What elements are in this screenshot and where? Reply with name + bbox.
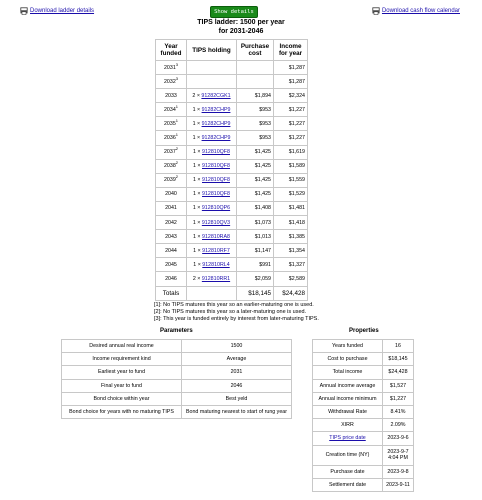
tips-holding-cell bbox=[187, 61, 237, 75]
holding-quantity: 1 × bbox=[193, 149, 202, 156]
purchase-cost-cell: $1,425 bbox=[237, 173, 274, 187]
tips-holding-cell bbox=[187, 131, 237, 145]
parameter-row bbox=[62, 379, 292, 392]
purchase-cost-cell: $953 bbox=[237, 117, 274, 131]
year-value: 2039 bbox=[163, 177, 176, 184]
purchase-cost-cell: $1,408 bbox=[237, 201, 274, 215]
holding-quantity: 1 × bbox=[193, 191, 202, 198]
property-value: 2023-9-7 4:04 PM bbox=[383, 445, 414, 465]
parameter-value: Average bbox=[182, 353, 292, 366]
year-value: 2042 bbox=[165, 219, 177, 226]
property-row bbox=[313, 419, 414, 432]
totals-cost: $18,145 bbox=[237, 286, 274, 300]
parameter-row bbox=[62, 392, 292, 405]
ladder-row bbox=[156, 258, 308, 272]
year-funded-cell bbox=[156, 131, 187, 145]
holding-quantity: 2 × bbox=[192, 275, 202, 282]
footnote-ref: 1 bbox=[175, 118, 179, 124]
purchase-cost-cell bbox=[237, 75, 274, 89]
cusip-link[interactable]: 912810RR1 bbox=[201, 275, 231, 282]
property-name: Annual income minimum bbox=[313, 392, 383, 405]
cusip-link[interactable]: 912810QP6 bbox=[201, 205, 231, 212]
year-value: 2034 bbox=[163, 106, 176, 113]
holding-quantity: 1 × bbox=[193, 247, 203, 254]
parameter-value: 1500 bbox=[182, 340, 292, 353]
holding-quantity: 1 × bbox=[193, 163, 202, 170]
income-cell: $1,287 bbox=[274, 61, 308, 75]
purchase-cost-cell: $1,013 bbox=[237, 230, 274, 244]
download-icon bbox=[372, 7, 380, 15]
holding-quantity: 1 × bbox=[193, 261, 203, 268]
parameter-name: Income requirement kind bbox=[62, 353, 182, 366]
parameters-title: Parameters bbox=[160, 328, 193, 334]
ladder-row bbox=[156, 187, 308, 201]
property-value: $18,145 bbox=[383, 353, 414, 366]
parameter-value: Bond maturing nearest to start of rung year bbox=[182, 405, 292, 418]
holding-quantity: 1 × bbox=[192, 106, 202, 113]
cusip-link[interactable]: 91282CGK1 bbox=[201, 92, 231, 99]
year-value: 2043 bbox=[165, 233, 177, 240]
property-row bbox=[313, 392, 414, 405]
ladder-row bbox=[156, 272, 308, 286]
ladder-row bbox=[156, 216, 308, 230]
year-funded-cell bbox=[156, 187, 187, 201]
parameter-value: 2031 bbox=[182, 366, 292, 379]
year-funded-cell bbox=[156, 173, 187, 187]
holding-quantity: 1 × bbox=[192, 219, 202, 226]
year-funded-cell bbox=[156, 244, 187, 258]
parameter-name: Earliest year to fund bbox=[62, 366, 182, 379]
footnote-ref: 3 bbox=[175, 75, 179, 81]
year-value: 2033 bbox=[165, 92, 177, 99]
year-funded-cell bbox=[156, 61, 187, 75]
income-cell: $1,418 bbox=[274, 216, 308, 230]
parameter-value: 2046 bbox=[182, 379, 292, 392]
year-value: 2038 bbox=[163, 163, 176, 170]
income-cell: $1,559 bbox=[274, 173, 308, 187]
purchase-cost-cell: $1,425 bbox=[237, 145, 274, 159]
income-cell: $1,327 bbox=[274, 258, 308, 272]
year-value: 2045 bbox=[165, 261, 177, 268]
cusip-link[interactable]: 912810QF8 bbox=[202, 149, 230, 156]
income-cell: $1,227 bbox=[274, 117, 308, 131]
tips-holding-cell bbox=[187, 159, 237, 173]
holding-quantity: 1 × bbox=[192, 205, 202, 212]
parameter-name: Desired annual real income bbox=[62, 340, 182, 353]
property-name: Years funded bbox=[313, 340, 383, 353]
ladder-row bbox=[156, 230, 308, 244]
tips-holding-cell bbox=[187, 75, 237, 89]
footnote-1: [1]: No TIPS matures this year so an earlier-maturing one is used. bbox=[154, 302, 314, 308]
property-name: Creation time (NY) bbox=[313, 445, 383, 465]
header-income-for-year: Income for year bbox=[274, 40, 308, 61]
ladder-row bbox=[156, 244, 308, 258]
ladder-row bbox=[156, 201, 308, 215]
income-cell: $1,619 bbox=[274, 145, 308, 159]
parameter-row bbox=[62, 405, 292, 418]
property-row bbox=[313, 340, 414, 353]
property-name: Cost to purchase bbox=[313, 353, 383, 366]
purchase-cost-cell: $991 bbox=[237, 258, 274, 272]
cusip-link[interactable]: 912810QV3 bbox=[201, 219, 231, 226]
income-cell: $1,481 bbox=[274, 201, 308, 215]
footnote-ref: 2 bbox=[175, 160, 179, 166]
cusip-link[interactable]: 912810QF8 bbox=[202, 191, 230, 198]
year-funded-cell bbox=[156, 258, 187, 272]
totals-income: $24,428 bbox=[274, 286, 308, 300]
purchase-cost-cell: $2,059 bbox=[237, 272, 274, 286]
header-tips-holding: TIPS holding bbox=[187, 40, 237, 61]
parameter-name: Bond choice within year bbox=[62, 392, 182, 405]
footnote-ref: 1 bbox=[175, 104, 179, 110]
download-cash-flow-calendar-link[interactable]: Download cash flow calendar bbox=[381, 8, 460, 14]
footnotes bbox=[154, 302, 319, 323]
purchase-cost-cell bbox=[237, 61, 274, 75]
year-funded-cell bbox=[156, 117, 187, 131]
footnote-ref: 2 bbox=[175, 146, 179, 152]
cusip-link[interactable]: 91282CHP9 bbox=[201, 135, 231, 142]
page-title bbox=[0, 18, 482, 36]
income-cell: $1,589 bbox=[274, 159, 308, 173]
ladder-row bbox=[156, 145, 308, 159]
property-name: XIRR bbox=[313, 419, 383, 432]
holding-quantity: 2 × bbox=[192, 92, 202, 99]
purchase-cost-cell: $953 bbox=[237, 103, 274, 117]
parameter-row bbox=[62, 366, 292, 379]
show-details-button[interactable]: Show details bbox=[210, 6, 258, 18]
download-ladder-details-link[interactable]: Download ladder details bbox=[30, 8, 95, 14]
property-row bbox=[313, 445, 414, 465]
footnote-2: [2]: No TIPS matures this year so a later-maturing one is used. bbox=[154, 309, 307, 315]
purchase-cost-cell: $1,147 bbox=[237, 244, 274, 258]
tips-holding-cell bbox=[187, 201, 237, 215]
property-row bbox=[313, 353, 414, 366]
parameter-row bbox=[62, 353, 292, 366]
property-row bbox=[313, 405, 414, 418]
holding-quantity: 1 × bbox=[193, 177, 202, 184]
property-name: Purchase date bbox=[313, 465, 383, 478]
totals-label: Totals bbox=[156, 286, 187, 300]
ladder-row bbox=[156, 173, 308, 187]
title-line-1: TIPS ladder: 1500 per year bbox=[197, 19, 285, 26]
year-value: 2040 bbox=[165, 191, 177, 198]
ladder-row bbox=[156, 61, 308, 75]
property-value: $1,527 bbox=[383, 379, 414, 392]
income-cell: $2,324 bbox=[274, 89, 308, 103]
property-value: 8.41% bbox=[383, 405, 414, 418]
property-value: 2023-9-8 bbox=[383, 465, 414, 478]
cusip-link[interactable]: 912810RA8 bbox=[202, 233, 230, 240]
holding-quantity: 1 × bbox=[192, 120, 202, 127]
property-row bbox=[313, 465, 414, 478]
purchase-cost-cell: $953 bbox=[237, 131, 274, 145]
tips-holding-cell bbox=[187, 117, 237, 131]
year-value: 2046 bbox=[165, 275, 177, 282]
ladder-row bbox=[156, 117, 308, 131]
parameter-name: Bond choice for years with no maturing TIPS bbox=[62, 405, 182, 418]
year-value: 2032 bbox=[163, 78, 176, 85]
year-funded-cell bbox=[156, 216, 187, 230]
year-funded-cell bbox=[156, 103, 187, 117]
year-value: 2036 bbox=[163, 135, 176, 142]
year-funded-cell bbox=[156, 230, 187, 244]
ladder-table bbox=[155, 39, 308, 301]
title-line-2: for 2031-2046 bbox=[218, 28, 264, 35]
year-funded-cell bbox=[156, 201, 187, 215]
properties-title: Properties bbox=[349, 328, 379, 334]
tips-holding-cell bbox=[187, 187, 237, 201]
ladder-row bbox=[156, 103, 308, 117]
year-funded-cell bbox=[156, 272, 187, 286]
download-icon bbox=[20, 7, 28, 15]
tips-holding-cell bbox=[187, 244, 237, 258]
income-cell: $1,354 bbox=[274, 244, 308, 258]
cusip-link[interactable]: 91282CHP9 bbox=[201, 106, 231, 113]
ladder-row bbox=[156, 159, 308, 173]
cusip-link[interactable]: 912810QF8 bbox=[202, 163, 230, 170]
footnote-3: [3]: This year is funded entirely by interest from later-maturing TIPS. bbox=[154, 316, 319, 322]
download-calendar-link-wrap[interactable] bbox=[372, 7, 460, 15]
totals-empty bbox=[187, 286, 237, 300]
property-value: $1,227 bbox=[383, 392, 414, 405]
parameter-value: Best yeld bbox=[182, 392, 292, 405]
tips-holding-cell bbox=[187, 230, 237, 244]
year-value: 2041 bbox=[165, 205, 177, 212]
footnote-ref: 3 bbox=[175, 61, 179, 67]
property-value: 2023-9-6 bbox=[383, 432, 414, 445]
income-cell: $1,385 bbox=[274, 230, 308, 244]
property-name: Annual income average bbox=[313, 379, 383, 392]
year-funded-cell bbox=[156, 89, 187, 103]
ladder-row bbox=[156, 89, 308, 103]
property-name: Withdrawal Rate bbox=[313, 405, 383, 418]
footnote-ref: 2 bbox=[175, 174, 179, 180]
property-value: 2.09% bbox=[383, 419, 414, 432]
ladder-row bbox=[156, 131, 308, 145]
property-name: Settlement date bbox=[313, 478, 383, 491]
property-row bbox=[313, 432, 414, 445]
year-value: 2037 bbox=[163, 149, 176, 156]
property-name[interactable] bbox=[313, 432, 383, 445]
footnote-ref: 1 bbox=[175, 132, 179, 138]
income-cell: $2,589 bbox=[274, 272, 308, 286]
properties-table bbox=[312, 339, 414, 492]
holding-quantity: 1 × bbox=[192, 135, 202, 142]
download-ladder-link-wrap[interactable] bbox=[20, 7, 94, 15]
year-funded-cell bbox=[156, 75, 187, 89]
purchase-cost-cell: $1,073 bbox=[237, 216, 274, 230]
tips-price-date-link[interactable]: TIPS price date bbox=[329, 435, 366, 442]
tips-holding-cell bbox=[187, 216, 237, 230]
year-value: 2031 bbox=[163, 64, 176, 71]
tips-holding-cell bbox=[187, 103, 237, 117]
purchase-cost-cell: $1,425 bbox=[237, 159, 274, 173]
property-row bbox=[313, 478, 414, 491]
tips-holding-cell bbox=[187, 89, 237, 103]
year-value: 2035 bbox=[163, 120, 176, 127]
year-funded-cell bbox=[156, 159, 187, 173]
parameters-table bbox=[61, 339, 292, 419]
income-cell: $1,287 bbox=[274, 75, 308, 89]
income-cell: $1,227 bbox=[274, 131, 308, 145]
holding-quantity: 1 × bbox=[193, 233, 202, 240]
property-row bbox=[313, 379, 414, 392]
tips-holding-cell bbox=[187, 272, 237, 286]
tips-holding-cell bbox=[187, 173, 237, 187]
property-row bbox=[313, 366, 414, 379]
property-value: 2023-9-11 bbox=[383, 478, 414, 491]
property-value: 16 bbox=[383, 340, 414, 353]
parameter-name: Final year to fund bbox=[62, 379, 182, 392]
cusip-link[interactable]: 912810RF7 bbox=[202, 247, 230, 254]
purchase-cost-cell: $1,425 bbox=[237, 187, 274, 201]
year-value: 2044 bbox=[165, 247, 177, 254]
totals-row bbox=[156, 286, 308, 300]
header-year-funded: Year funded bbox=[156, 40, 187, 61]
property-value: $24,428 bbox=[383, 366, 414, 379]
property-name: Total income bbox=[313, 366, 383, 379]
tips-holding-cell bbox=[187, 258, 237, 272]
cusip-link[interactable]: 912810RL4 bbox=[202, 261, 230, 268]
purchase-cost-cell: $1,894 bbox=[237, 89, 274, 103]
tips-holding-cell bbox=[187, 145, 237, 159]
cusip-link[interactable]: 912810QF8 bbox=[202, 177, 230, 184]
cusip-link[interactable]: 91282CHP9 bbox=[201, 120, 231, 127]
income-cell: $1,227 bbox=[274, 103, 308, 117]
income-cell: $1,529 bbox=[274, 187, 308, 201]
parameter-row bbox=[62, 340, 292, 353]
header-purchase-cost: Purchase cost bbox=[237, 40, 274, 61]
ladder-row bbox=[156, 75, 308, 89]
year-funded-cell bbox=[156, 145, 187, 159]
